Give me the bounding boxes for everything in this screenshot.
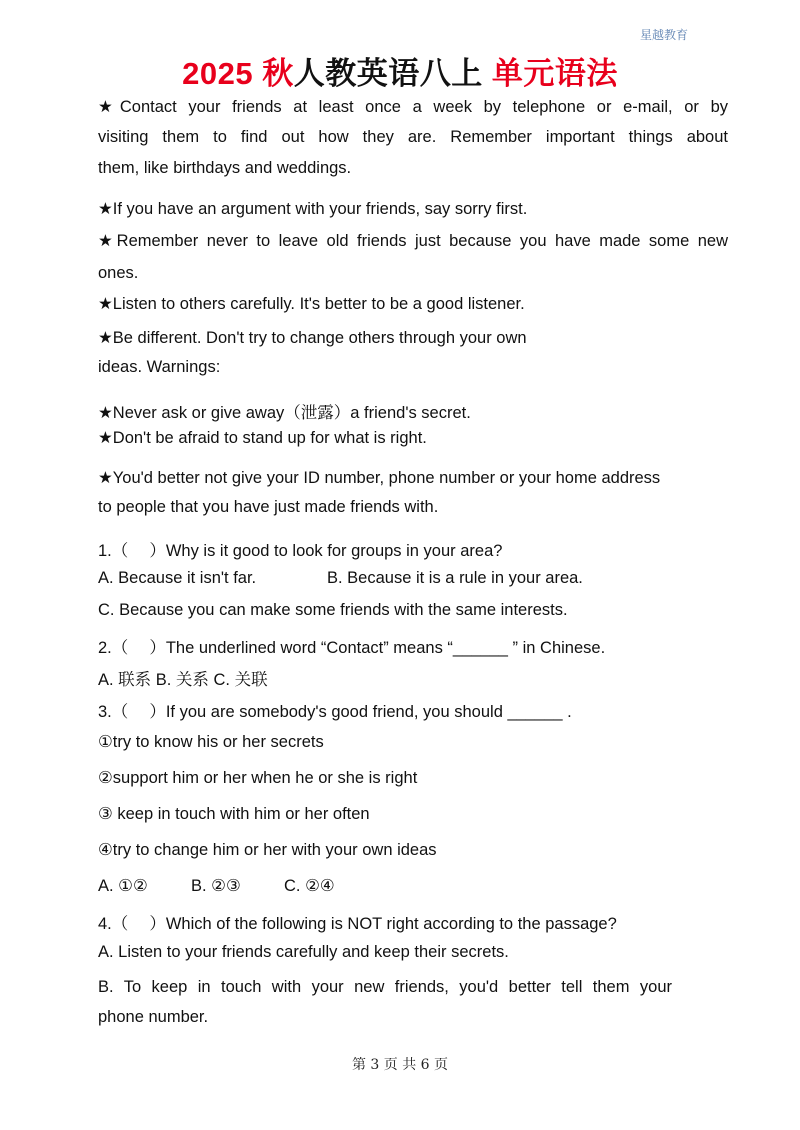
passage-p1-line2: visiting them to find out how they are. Remember important things about bbox=[98, 128, 728, 146]
question-4-option-b-line1: B. To keep in touch with your new friends, you'd better tell them your bbox=[98, 978, 672, 996]
question-3-statement-1: ①try to know his or her secrets bbox=[98, 733, 324, 751]
question-4-stem: 4.（ ）Which of the following is NOT right according to the passage? bbox=[98, 915, 617, 933]
question-2-stem: 2.（ ）The underlined word “Contact” means “______ ” in Chinese. bbox=[98, 639, 606, 657]
page-footer: 第 3 页 共 6 页 bbox=[351, 1057, 449, 1073]
passage-p5-line2: ideas. Warnings: bbox=[98, 358, 221, 376]
passage-p4: ★Listen to others carefully. It's better to be a good listener. bbox=[98, 295, 525, 313]
passage-p3-line2: ones. bbox=[98, 264, 139, 282]
passage-p8-line2: to people that you have just made friends with. bbox=[98, 498, 439, 516]
question-3-option-b: B. ②③ bbox=[191, 877, 241, 895]
page-title bbox=[0, 48, 800, 93]
question-3-option-a: A. ①② bbox=[98, 877, 148, 895]
passage-p5-line1: ★Be different. Don't try to change others through your own bbox=[98, 329, 527, 347]
passage-p8-line1: ★You'd better not give your ID number, phone number or your home address bbox=[98, 469, 661, 487]
title-topic: 单元语法 bbox=[491, 56, 618, 91]
passage-p1-line1: ★Contact your friends at least once a week by telephone or e-mail, or by bbox=[98, 98, 728, 116]
passage-p3-line1: ★Remember never to leave old friends just because you have made some new bbox=[98, 232, 728, 250]
question-1-stem: 1.（ ）Why is it good to look for groups in your area? bbox=[98, 542, 503, 560]
question-3-statement-2: ②support him or her when he or she is right bbox=[98, 769, 418, 787]
passage-p7: ★Don't be afraid to stand up for what is right. bbox=[98, 429, 427, 447]
passage-p2: ★If you have an argument with your friends, say sorry first. bbox=[98, 200, 528, 218]
question-3-statement-4: ④try to change him or her with your own ideas bbox=[98, 841, 437, 859]
title-course: 人教英语八上 bbox=[293, 56, 492, 91]
title-year: 2025 秋 bbox=[182, 56, 294, 91]
question-1-option-a: A. Because it isn't far. bbox=[98, 569, 257, 587]
question-3-statement-3: ③ keep in touch with him or her often bbox=[98, 805, 370, 823]
question-4-option-a: A. Listen to your friends carefully and keep their secrets. bbox=[98, 943, 509, 961]
question-3-stem: 3.（ ）If you are somebody's good friend, you should ______ . bbox=[98, 703, 572, 721]
header-brand: 星越教育 bbox=[639, 28, 688, 42]
passage-p1-line3: them, like birthdays and weddings. bbox=[98, 159, 352, 177]
question-1-option-c: C. Because you can make some friends with the same interests. bbox=[98, 601, 568, 619]
question-1-option-b: B. Because it is a rule in your area. bbox=[327, 569, 583, 587]
question-4-option-b-line2: phone number. bbox=[98, 1008, 209, 1026]
passage-p6: ★Never ask or give away（泄露）a friend's secret. bbox=[98, 404, 471, 422]
question-2-options: A. 联系 B. 关系 C. 关联 bbox=[98, 671, 268, 689]
question-3-option-c: C. ②④ bbox=[284, 877, 335, 895]
